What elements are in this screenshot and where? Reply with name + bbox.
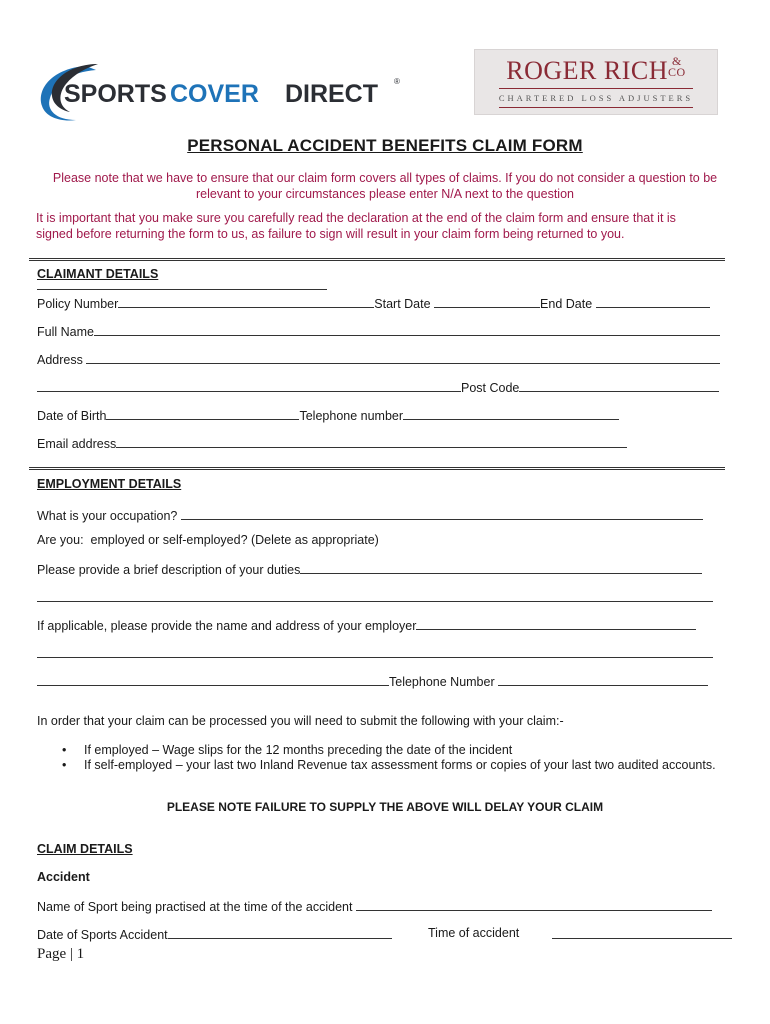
full-name-field[interactable]: [94, 323, 720, 336]
logo-rule-bottom: [499, 107, 693, 108]
address-row: [37, 351, 720, 367]
duties-label: Please provide a brief description of your duties: [37, 563, 301, 577]
logo-text-cover: COVER: [170, 80, 259, 108]
employer-row-2: [37, 645, 713, 661]
duties-field[interactable]: [300, 561, 702, 574]
post-code-label: Post Code: [461, 381, 520, 395]
note-2-line-2: signed before returning the form to us, as failure to sign will result in your claim form being returned to you.: [36, 227, 625, 241]
note-1: [0, 170, 770, 202]
address-field-2[interactable]: [37, 379, 461, 392]
note-2: [36, 210, 736, 242]
accident-time-field[interactable]: [552, 926, 732, 939]
section-divider: [29, 467, 725, 470]
list-item: • If self-employed – your last two Inland Revenue tax assessment forms or copies of your last two audited accounts.: [62, 758, 734, 773]
address-label: Address: [37, 353, 83, 367]
email-field[interactable]: [116, 435, 627, 448]
employer-telephone-field[interactable]: [498, 673, 708, 686]
full-name-row: [37, 323, 720, 339]
occupation-row: [37, 507, 703, 523]
employer-field-2[interactable]: [37, 645, 713, 658]
submit-intro: In order that your claim can be processed you will need to submit the following with your claim:-: [37, 714, 564, 728]
employer-phone-row: [37, 673, 708, 689]
supply-warning: PLEASE NOTE FAILURE TO SUPPLY THE ABOVE WILL DELAY YOUR CLAIM: [166, 800, 604, 814]
policy-number-field[interactable]: [118, 295, 374, 308]
occupation-field[interactable]: [181, 507, 703, 520]
sport-label: Name of Sport being practised at the time of the accident: [37, 900, 353, 914]
dob-label: Date of Birth: [37, 409, 107, 423]
accident-time-row: [428, 926, 519, 940]
registered-mark: ®: [394, 77, 400, 86]
employer-field[interactable]: [416, 617, 696, 630]
telephone-field[interactable]: [403, 407, 619, 420]
telephone-label: Telephone number: [299, 409, 404, 423]
employer-address-field-3[interactable]: [37, 673, 389, 686]
accident-time-label: Time of accident: [428, 926, 520, 940]
address-field[interactable]: [86, 351, 720, 364]
claim-heading: CLAIM DETAILS: [37, 842, 133, 856]
roger-rich-amp: &: [671, 54, 682, 68]
claimant-heading: CLAIMANT DETAILS: [37, 267, 159, 281]
list-item: • If employed – Wage slips for the 12 months preceding the date of the incident: [62, 743, 734, 758]
accident-date-row: [37, 926, 392, 942]
roger-rich-co-text: CO: [668, 65, 686, 79]
note-2-line-1: It is important that you make sure you carefully read the declaration at the end of the claim form and ensure that it is: [36, 211, 676, 225]
roger-rich-co: [668, 56, 686, 78]
employer-row: [37, 617, 696, 633]
duties-field-2[interactable]: [37, 589, 713, 602]
full-name-label: Full Name: [37, 325, 94, 339]
post-code-field[interactable]: [519, 379, 719, 392]
postcode-row: [37, 379, 719, 395]
end-date-field[interactable]: [596, 295, 710, 308]
logo-text-direct: DIRECT: [278, 80, 378, 108]
start-date-field[interactable]: [434, 295, 540, 308]
roger-rich-name: ROGER RICH: [506, 56, 669, 85]
policy-row: [37, 295, 710, 311]
sportscover-direct-logo: [36, 62, 416, 124]
duties-row: [37, 561, 702, 577]
accident-subheading: Accident: [37, 870, 90, 884]
section-divider: [29, 258, 725, 261]
accident-date-field[interactable]: [168, 926, 392, 939]
required-documents-list: [62, 743, 734, 773]
employer-label: If applicable, please provide the name and address of your employer: [37, 619, 417, 633]
note-1-line-2: relevant to your circumstances please enter N/A next to the question: [196, 187, 574, 201]
occupation-label: What is your occupation?: [37, 509, 178, 523]
logo-text-sports: SPORTS: [64, 80, 167, 108]
heading-rule: [37, 289, 327, 290]
start-date-label: Start Date: [374, 297, 431, 311]
accident-time-row-field: [552, 926, 732, 942]
accident-date-label: Date of Sports Accident: [37, 928, 168, 942]
roger-rich-subtitle: CHARTERED LOSS ADJUSTERS: [498, 93, 694, 103]
policy-number-label: Policy Number: [37, 297, 119, 311]
employment-heading: EMPLOYMENT DETAILS: [37, 477, 182, 491]
sport-row: [37, 898, 712, 914]
duties-row-2: [37, 589, 713, 605]
page-number: Page | 1: [37, 946, 85, 962]
dob-row: [37, 407, 619, 423]
employment-type-question[interactable]: Are you: employed or self-employed? (Delete as appropriate): [37, 533, 379, 547]
note-1-line-1: Please note that we have to ensure that our claim form covers all types of claims. If you do not consider a question to be: [52, 171, 718, 185]
roger-rich-logo: [474, 49, 718, 115]
dob-field[interactable]: [106, 407, 299, 420]
email-row: [37, 435, 627, 451]
employer-telephone-label: Telephone Number: [389, 675, 495, 689]
end-date-label: End Date: [540, 297, 593, 311]
form-title: PERSONAL ACCIDENT BENEFITS CLAIM FORM: [187, 136, 583, 155]
email-label: Email address: [37, 437, 117, 451]
logo-rule-top: [499, 88, 693, 89]
sport-field[interactable]: [356, 898, 712, 911]
